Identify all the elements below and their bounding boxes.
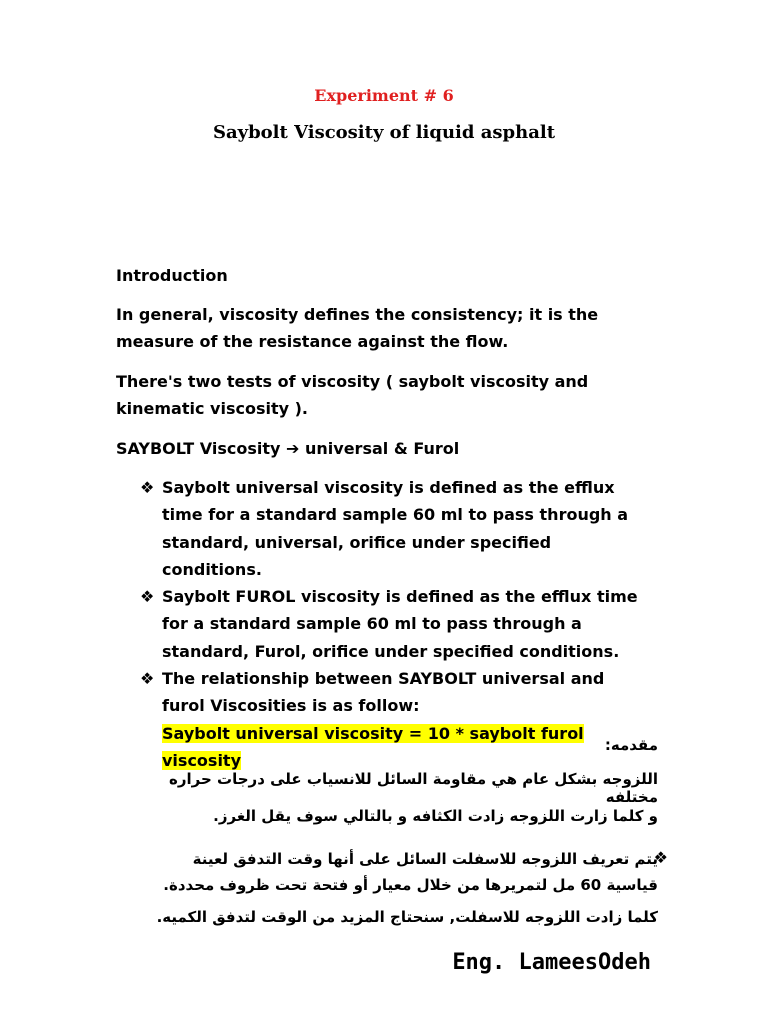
arabic-bullet: يتم تعريف اللزوجه للاسفلت السائل على أنها وقت التدفق لعينة قياسية 60 مل لتمريرها من خلال معيار أو فتحة تحت ظروف محددة. [163, 850, 658, 894]
arabic-line-2: و كلما زارت اللزوجه زادت الكثافه و بالتالي سوف يقل الغرز. [213, 807, 658, 825]
diamond-bullet-icon: ❖ [140, 669, 155, 689]
author-signature: Eng. LameesOdeh [452, 950, 651, 975]
list-item-text: Saybolt FUROL viscosity is defined as the efflux time for a standard sample 60 ml to pass through a standard, Furol, orifice under specified conditions. [162, 587, 638, 661]
list-item [140, 474, 650, 583]
list-item [140, 665, 650, 774]
arabic-line-1: اللزوجه بشكل عام هي مقاومة السائل للانسياب على درجات حراره مختلفه [169, 770, 658, 806]
definition-list [140, 474, 650, 774]
arabic-heading: مقدمه: [604, 736, 658, 754]
diamond-bullet-icon: ❖ [653, 848, 668, 867]
experiment-number: Experiment # 6 [314, 86, 454, 105]
intro-paragraph-1: In general, viscosity defines the consistency; it is the measure of the resistance against the flow. [116, 305, 599, 351]
diamond-bullet-icon: ❖ [140, 587, 155, 607]
introduction-heading: Introduction [116, 266, 228, 285]
intro-paragraph-2: There's two tests of viscosity ( saybolt viscosity and kinematic viscosity ). [116, 372, 589, 418]
list-item [140, 583, 650, 665]
intro-paragraph-3: SAYBOLT Viscosity ➔ universal & Furol [116, 439, 460, 458]
list-item-text: Saybolt universal viscosity is defined as the efflux time for a standard sample 60 ml to pass through a standard, universal, orifice under specified conditions. [162, 478, 629, 579]
document-title: Saybolt Viscosity of liquid asphalt [212, 122, 556, 143]
list-item-text: The relationship between SAYBOLT universal and furol Viscosities is as follow: [162, 669, 605, 716]
arabic-line-3: كلما زادت اللزوجه للاسفلت, سنحتاج المزيد من الوقت لتدفق الكميه. [156, 908, 658, 926]
diamond-bullet-icon: ❖ [140, 478, 155, 497]
highlighted-formula: Saybolt universal viscosity = 10 * saybolt furol viscosity [162, 723, 584, 770]
